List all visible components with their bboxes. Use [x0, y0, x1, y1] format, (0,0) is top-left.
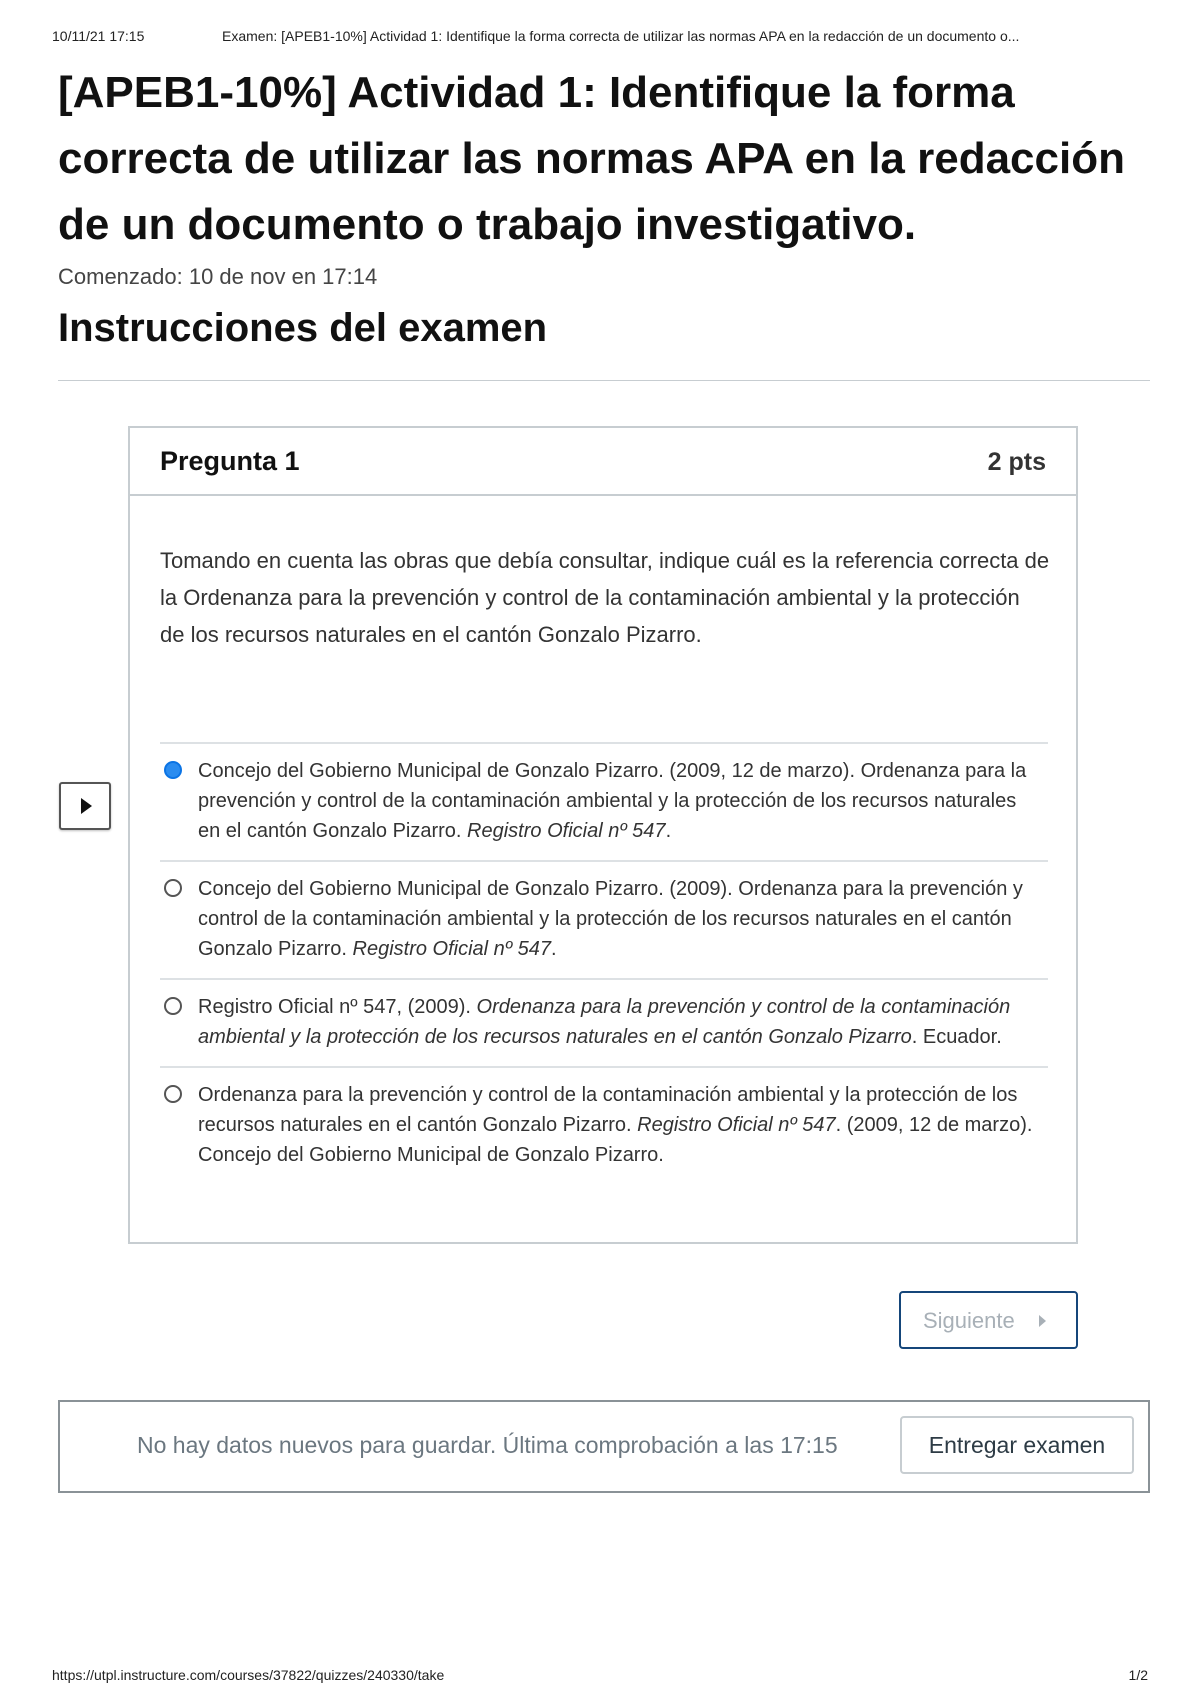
caret-right-icon: [1039, 1315, 1046, 1327]
radio-button[interactable]: [164, 879, 182, 897]
print-url: https://utpl.instructure.com/courses/37822/quizzes/240330/take: [52, 1667, 445, 1683]
next-button[interactable]: [899, 1291, 1078, 1349]
instructions-heading: Instrucciones del examen: [58, 306, 548, 350]
submit-quiz-button[interactable]: Entregar examen: [900, 1416, 1134, 1474]
next-button-label: Siguiente: [923, 1308, 1015, 1333]
radio-button[interactable]: [164, 997, 182, 1015]
print-document-title: Examen: [APEB1-10%] Actividad 1: Identifique la forma correcta de utilizar las normas APA en la redacción de un documento o...: [222, 28, 1020, 44]
question-flag-button[interactable]: [59, 782, 111, 830]
answer-option-1[interactable]: [160, 742, 1048, 860]
print-datetime: 10/11/21 17:15: [52, 28, 145, 44]
question-text: Tomando en cuenta las obras que debía consultar, indique cuál es la referencia correcta de la Ordenanza para la prevención y control de la contaminación ambiental y la protección de los recursos naturales en el cantón Gonzalo Pizarro.: [160, 548, 1050, 647]
answer-option-3[interactable]: [160, 978, 1048, 1066]
answer-text: Concejo del Gobierno Municipal de Gonzalo Pizarro. (2009). Ordenanza para la prevención y control de la contaminación ambiental y la protección de los recursos naturales en el cantón Gonzalo Pizarro. Registro Oficial nº 547.: [198, 878, 1023, 960]
answer-text: Ordenanza para la prevención y control de la contaminación ambiental y la protección de los recursos naturales en el cantón Gonzalo Pizarro. Registro Oficial nº 547. (2009, 12 de marzo). Concejo del Gobierno Municipal de Gonzalo Pizarro.: [198, 1084, 1033, 1166]
started-timestamp: Comenzado: 10 de nov en 17:14: [58, 264, 378, 289]
answer-text: Registro Oficial nº 547, (2009). Ordenanza para la prevención y control de la contaminación ambiental y la protección de los recursos naturales en el cantón Gonzalo Pizarro. Ecuador.: [198, 996, 1011, 1048]
save-status-text: No hay datos nuevos para guardar. Última comprobación a las 17:15: [137, 1432, 838, 1458]
submit-bar: [58, 1400, 1150, 1493]
print-page-number: 1/2: [1128, 1667, 1148, 1683]
question-card: [128, 426, 1078, 1244]
question-header: [130, 428, 1076, 496]
radio-button[interactable]: [164, 761, 182, 779]
quiz-title: [APEB1-10%] Actividad 1: Identifique la forma correcta de utilizar las normas APA en la redacción de un documento o trabajo investigativo.: [58, 68, 1125, 249]
answer-list: [160, 742, 1048, 1184]
answer-option-2[interactable]: [160, 860, 1048, 978]
question-points: 2 pts: [987, 448, 1046, 476]
divider: [58, 380, 1150, 381]
question-name: Pregunta 1: [160, 446, 300, 476]
play-icon: [81, 798, 92, 814]
answer-option-4[interactable]: [160, 1066, 1048, 1184]
radio-button[interactable]: [164, 1085, 182, 1103]
answer-text: Concejo del Gobierno Municipal de Gonzalo Pizarro. (2009, 12 de marzo). Ordenanza para la prevención y control de la contaminación ambiental y la protección de los recursos naturales en el cantón Gonzalo Pizarro. Registro Oficial nº 547.: [198, 760, 1027, 842]
